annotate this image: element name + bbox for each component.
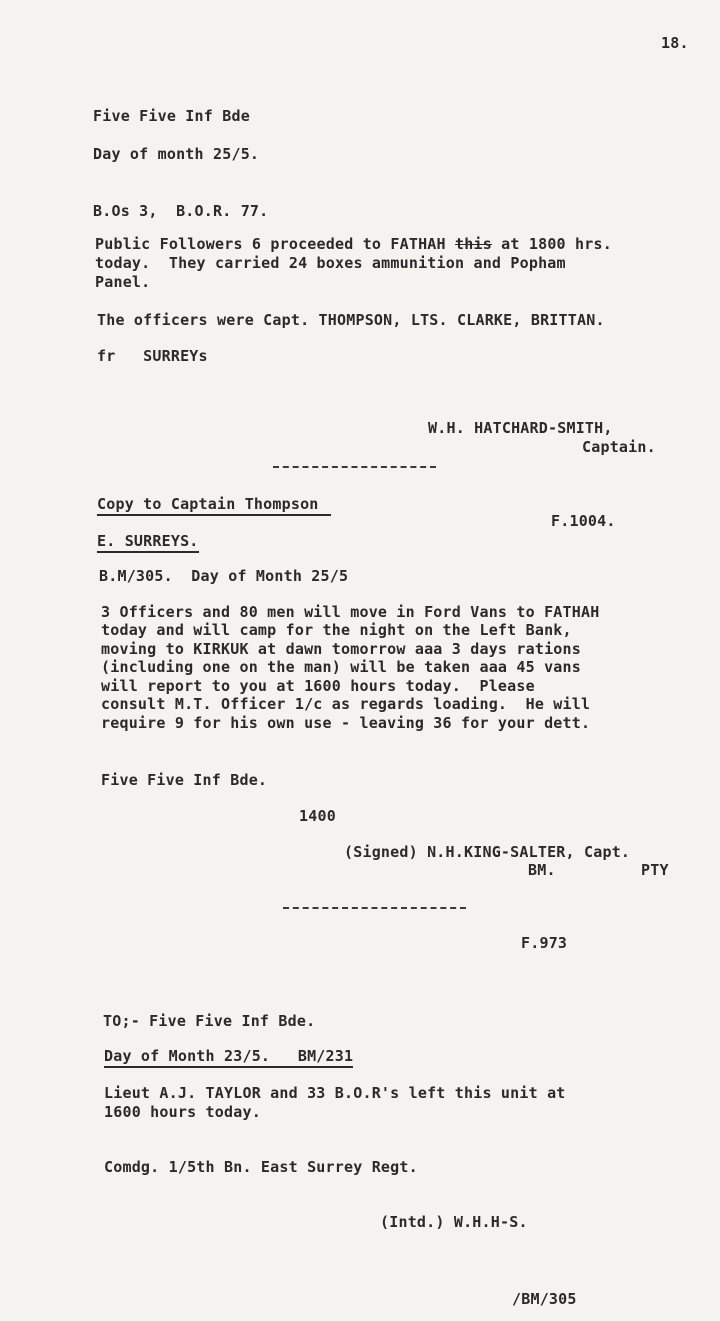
- msg2-body-line: today and will camp for the night on the Left Bank,: [101, 621, 572, 639]
- page-number: 18.: [661, 34, 689, 52]
- msg2-from: Five Five Inf Bde.: [101, 771, 268, 789]
- msg3-body-line2: 1600 hours today.: [104, 1103, 261, 1121]
- msg3-body-line1: Lieut A.J. TAYLOR and 33 B.O.R's left this unit at: [104, 1084, 566, 1102]
- msg1-body-struck-word: this: [455, 235, 492, 253]
- msg1-body-line1-a: Public Followers 6 proceeded to FATHAH: [95, 235, 455, 253]
- msg2-body-line: moving to KIRKUK at dawn tomorrow aaa 3 days rations: [101, 640, 581, 658]
- msg1-body-line3: Panel.: [95, 273, 151, 291]
- msg1-officers: The officers were Capt. THOMPSON, LTS. CLARKE, BRITTAN.: [97, 311, 605, 329]
- separator-rule: [283, 907, 466, 909]
- msg3-from: Comdg. 1/5th Bn. East Surrey Regt.: [104, 1158, 418, 1176]
- msg1-signature-name: W.H. HATCHARD-SMITH,: [428, 419, 613, 437]
- msg2-time: 1400: [299, 807, 336, 825]
- msg2-unit: E. SURREYS.: [97, 532, 199, 553]
- footer-reference: /BM/305: [512, 1290, 577, 1308]
- msg1-signature-rank: Captain.: [582, 438, 656, 456]
- msg3-addressee: TO;- Five Five Inf Bde.: [103, 1012, 316, 1030]
- msg3-reference: F.973: [521, 934, 568, 952]
- msg2-body-line: (including one on the man) will be taken aaa 45 vans: [101, 658, 581, 676]
- msg2-signed: (Signed) N.H.KING-SALTER, Capt.: [344, 843, 631, 861]
- msg2-copy-to: Copy to Captain Thompson: [97, 495, 331, 516]
- msg2-pty: PTY: [641, 861, 669, 879]
- msg2-reference: F.1004.: [551, 512, 616, 530]
- msg2-body-line: require 9 for his own use - leaving 36 for your dett.: [101, 714, 591, 732]
- msg3-date: Day of Month 23/5. BM/231: [104, 1047, 353, 1068]
- msg1-addressee: Five Five Inf Bde: [93, 107, 250, 125]
- msg1-body-line1: [95, 235, 612, 253]
- msg2-body-line: will report to you at 1600 hours today. Please: [101, 677, 535, 695]
- msg2-body-line: 3 Officers and 80 men will move in Ford Vans to FATHAH: [101, 603, 600, 621]
- msg1-strength: B.Os 3, B.O.R. 77.: [93, 202, 269, 220]
- msg1-date: Day of month 25/5.: [93, 145, 260, 163]
- msg1-from: fr SURREYs: [97, 347, 208, 365]
- msg2-body-line: consult M.T. Officer 1/c as regards loading. He will: [101, 695, 591, 713]
- msg2-header: B.M/305. Day of Month 25/5: [99, 567, 349, 585]
- msg1-body-line1-b: at 1800 hrs.: [491, 235, 612, 253]
- msg1-body-line2: today. They carried 24 boxes ammunition and Popham: [95, 254, 566, 272]
- msg2-bm: BM.: [528, 861, 556, 879]
- msg3-initialled: (Intd.) W.H.H-S.: [380, 1213, 528, 1231]
- separator-rule: [273, 466, 436, 468]
